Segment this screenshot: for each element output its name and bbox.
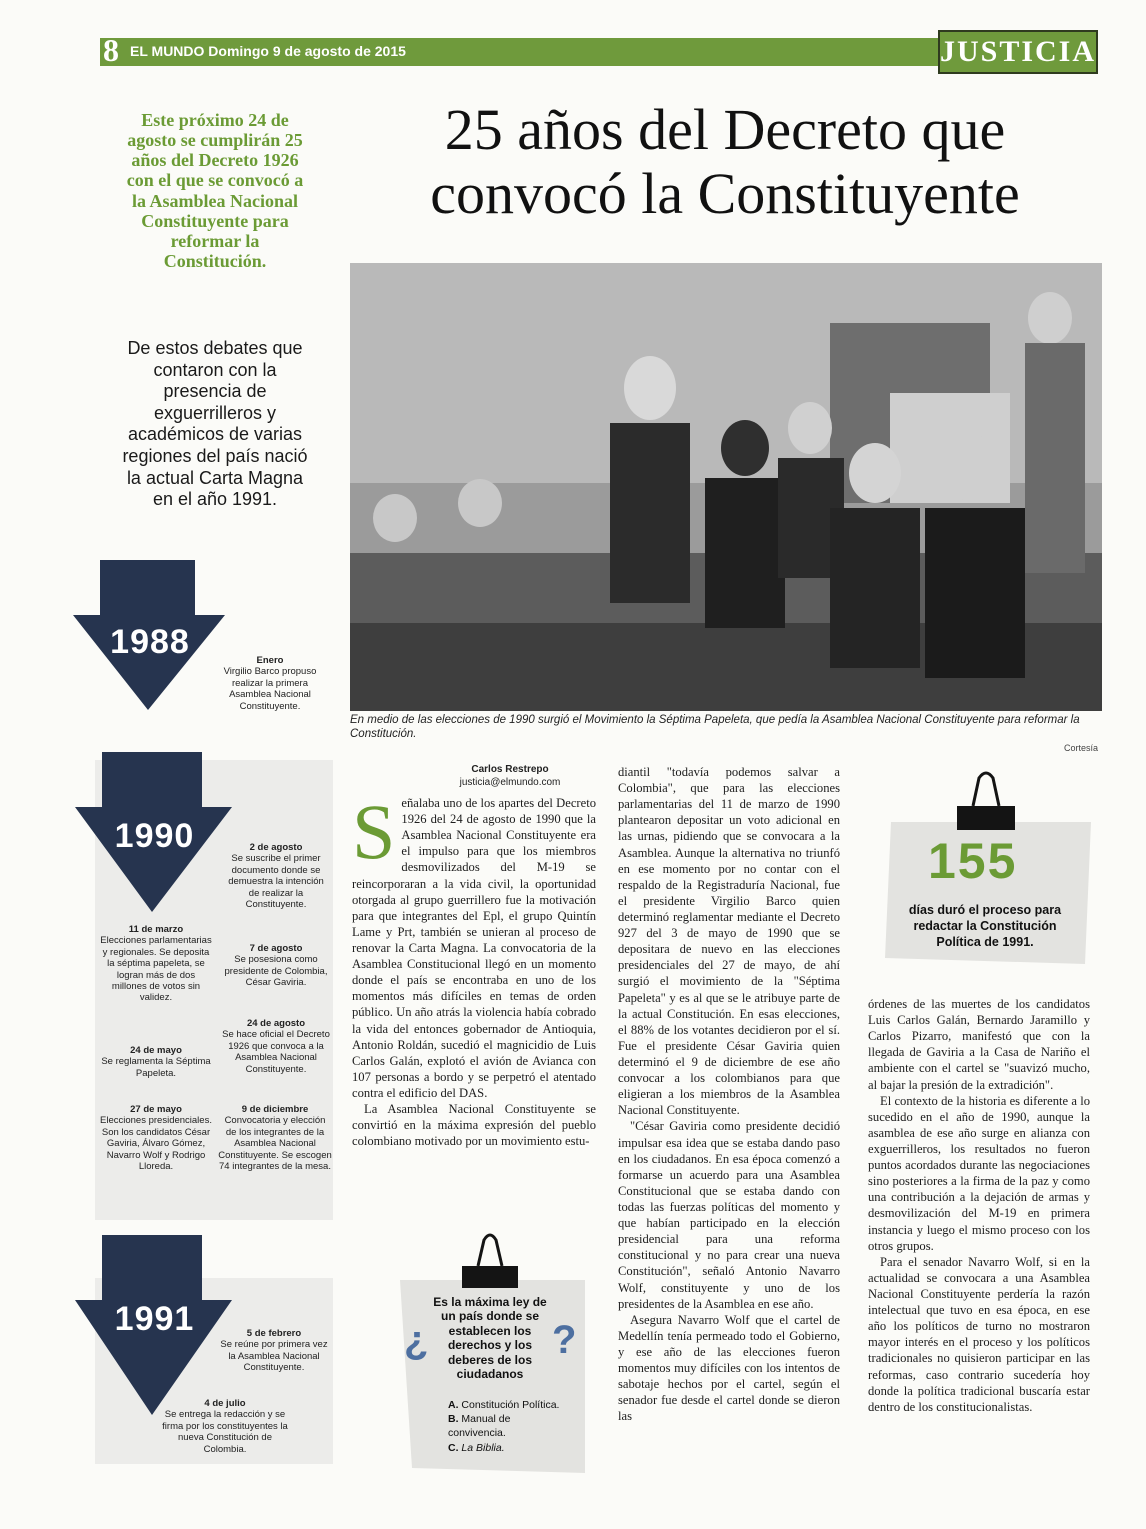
event-1990-24-agosto: 24 de agosto Se hace oficial el Decreto 1926 que convoca a la Asamblea Nacional Constituyente. xyxy=(222,1018,330,1075)
event-1990-9-diciembre: 9 de diciembre Convocatoria y elección de los integrantes de la Asamblea Nacional Constituyente. Se escogen 74 integrantes de la mesa. xyxy=(218,1104,332,1172)
stat-number: 155 xyxy=(928,833,1018,889)
headline: 25 años del Decreto que convocó la Constituyente xyxy=(430,97,1020,226)
quiz-option-c: C. La Biblia. xyxy=(448,1441,505,1454)
year-1990: 1990 xyxy=(114,816,195,855)
photo-caption: En medio de las elecciones de 1990 surgió el Movimiento la Séptima Papeleta, que pedía la Asamblea Nacional Constituyente para reformar la Constitución. xyxy=(350,714,1080,741)
event-1990-7-agosto: 7 de agosto Se posesiona como presidente de Colombia, César Gaviria. xyxy=(224,943,328,989)
intro-highlight: Este próximo 24 de agosto se cumplirán 25 años del Decreto 1926 con el que se convocó a la Asamblea Nacional Constituyente para reformar la Constitución. xyxy=(126,110,304,272)
quiz-question: Es la máxima ley de un país donde se establecen los derechos y los deberes de los ciudadanos xyxy=(433,1295,547,1381)
article-column-3 xyxy=(868,996,1090,1415)
page-number: 8 xyxy=(103,32,119,68)
year-1991: 1991 xyxy=(114,1299,195,1338)
photo-illustration xyxy=(350,263,1102,711)
event-1990-2-agosto: 2 de agosto Se suscribe el primer documento donde se demuestra la intención de realizar la Constituyente. xyxy=(228,842,324,910)
quiz-option-b: B. Manual de convivencia. xyxy=(448,1413,511,1440)
event-1990-27-mayo: 27 de mayo Elecciones presidenciales. Son los candidatos César Gaviria, Álvaro Gómez, Navarro Wolf y Rodrigo Lloreda. xyxy=(100,1104,212,1172)
article-paragraph: "César Gaviria como presidente decidió impulsar esa idea que se estaba dando paso en los ciudadanos. En esa época comenzó a formarse un acuerdo para una Asamblea Constitucional que se estaba dando con todas las fuerzas políticas del momento y que habían participado en la elección presidencial para una reforma constitucional y no para crear una nueva Constitución", señaló Antonio Navarro Wolf, constituyente y uno de los presidentes de la Asamblea en ese año. xyxy=(618,1119,840,1311)
quiz-close-mark: ? xyxy=(552,1318,577,1362)
article-paragraph: órdenes de las muertes de los candidatos Luis Carlos Galán, Bernardo Jaramillo y Carlos Pizarro, manifestó que con la llegada de Gaviria a la Casa de Nariño el ambiente con el cartel se "suavizó mucho, al bajar la presión de la extradición". xyxy=(868,997,1090,1092)
article-paragraph: Para el senador Navarro Wolf, si en la actualidad se convocara a una Asamblea Nacional Constituyente perdería la razón intelectual que tuvo en esa época, en ese año los políticos de turno no mostraron mayor interés en el proceso y los políticos tradicionales no quisieron participar en las reformas, caso contrario sucedería hoy donde la política tradicional buscaría estar dentro de los constitucionalistas. xyxy=(868,1254,1090,1414)
section-label: JUSTICIA xyxy=(938,30,1098,74)
quiz-option-a: A. Constitución Política. xyxy=(448,1399,560,1411)
photo-credit: Cortesía xyxy=(1064,743,1099,753)
event-1990-24-mayo: 24 de mayo Se reglamenta la Séptima Papeleta. xyxy=(101,1045,211,1079)
article-paragraph: Asegura Navarro Wolf que el cartel de Medellín tenía permeado todo el Gobierno, y ese año de las elecciones fueron momentos muy difíciles con los intentos de sabotaje hechos por el cartel, según el senador fue desde el cartel donde se dieron las xyxy=(618,1312,840,1424)
event-1988-enero: Enero Virgilio Barco propuso realizar la primera Asamblea Nacional Constituyente. xyxy=(223,655,317,712)
article-paragraph: El contexto de la historia es diferente a lo sucedido en el año de 1990, aunque la asamblea de ese año surge en alianza con exguerrilleros, los resultados no fueron puntos acordados durante las negociaciones sino posteriores a la firma de la paz y como una contribución a la dejación de armas y desmovilización del M-19 en primera instancia y luego el mismo proceso con los otros grupos. xyxy=(868,1093,1090,1253)
article-column-2 xyxy=(618,764,840,1424)
article-paragraph: diantil "todavía podemos salvar a Colombia", que para las elecciones parlamentarias del 11 de marzo de 1990 plantearon depositar un voto adicional en las urnas, pidiendo que se convocara a la Asamblea. Aunque la alternativa no triunfó en ese momento por no contar con el respaldo de la Registraduría Nacional, fue el presidente Virgilio Barco quien determinó reglamentar mediante el Decreto 927 del 3 de mayo de 1990 que se depositara de nuevo en las elecciones presidenciales del 27 de mayo, de ahí surgió el movimiento de la "Séptima Papeleta" y es al que se le atribuye parte de la actual Constitución. En esas elecciones, el 88% de los votantes decidieron por el sí. Fue el presidente César Gaviria quien determinó el 9 de diciembre de ese año convocar a los colombianos para que eligieran a los miembros de la Asamblea Nacional Constituyente. xyxy=(618,765,840,1118)
news-photo xyxy=(350,263,1102,711)
quiz-open-mark: ¿ xyxy=(404,1318,429,1362)
byline xyxy=(420,764,600,789)
year-1988: 1988 xyxy=(110,622,190,661)
article-paragraph: Señalaba uno de los apartes del Decreto 1926 del 24 de agosto de 1990 que la Asamblea Nacional Constituyente era el impulso para que los miembros desmovilizados del M-19 se reincorporaran a la vida civil, la oportunidad otorgada al grupo guerrillero fue la motivación para que integrantes del Epl, el grupo Quintín Lame y Prt, también se unieran al proceso de renovar la Carta Magna. La convocatoria de la Asamblea Constitucional llegó en un momento donde el país se encontraba en uno de los momentos más difíciles en temas de orden público. Un año atrás la violencia había cobrado la vida del entonces gobernador de Antioquia, Antonio Roldán, sucedió el magnicidio de Luis Carlos Galán, explotó el avión de Avianca con 107 personas a bordo y se perpetró el atentado contra el edificio del DAS. xyxy=(352,788,596,1100)
event-1991-4-julio: 4 de julio Se entrega la redacción y se firma por los constituyentes la nueva Constitución de Colombia. xyxy=(162,1398,288,1455)
article-paragraph: La Asamblea Nacional Constituyente se convirtió en la máxima expresión del pueblo colombiano motivado por un movimiento estu- xyxy=(352,1102,596,1149)
article-column-1 xyxy=(352,788,596,1149)
stat-text: días duró el proceso para redactar la Constitución Política de 1991. xyxy=(908,903,1062,949)
intro-text: De estos debates que contaron con la presencia de exguerrilleros y académicos de varias regiones del país nació la actual Carta Magna en el año 1991. xyxy=(122,338,308,510)
author-name: Carlos Restrepo xyxy=(471,764,549,775)
quiz-options xyxy=(448,1398,568,1455)
dropcap: S xyxy=(352,788,396,875)
event-1991-5-febrero: 5 de febrero Se reúne por primera vez la Asamblea Nacional Constituyente. xyxy=(220,1328,328,1374)
date-line: EL MUNDO Domingo 9 de agosto de 2015 xyxy=(130,43,406,59)
author-email[interactable]: justicia@elmundo.com xyxy=(459,776,561,788)
event-1990-11-marzo: 11 de marzo Elecciones parlamentarias y regionales. Se deposita la séptima papeleta, se logran más de dos millones de votos sin validez. xyxy=(100,924,212,1004)
